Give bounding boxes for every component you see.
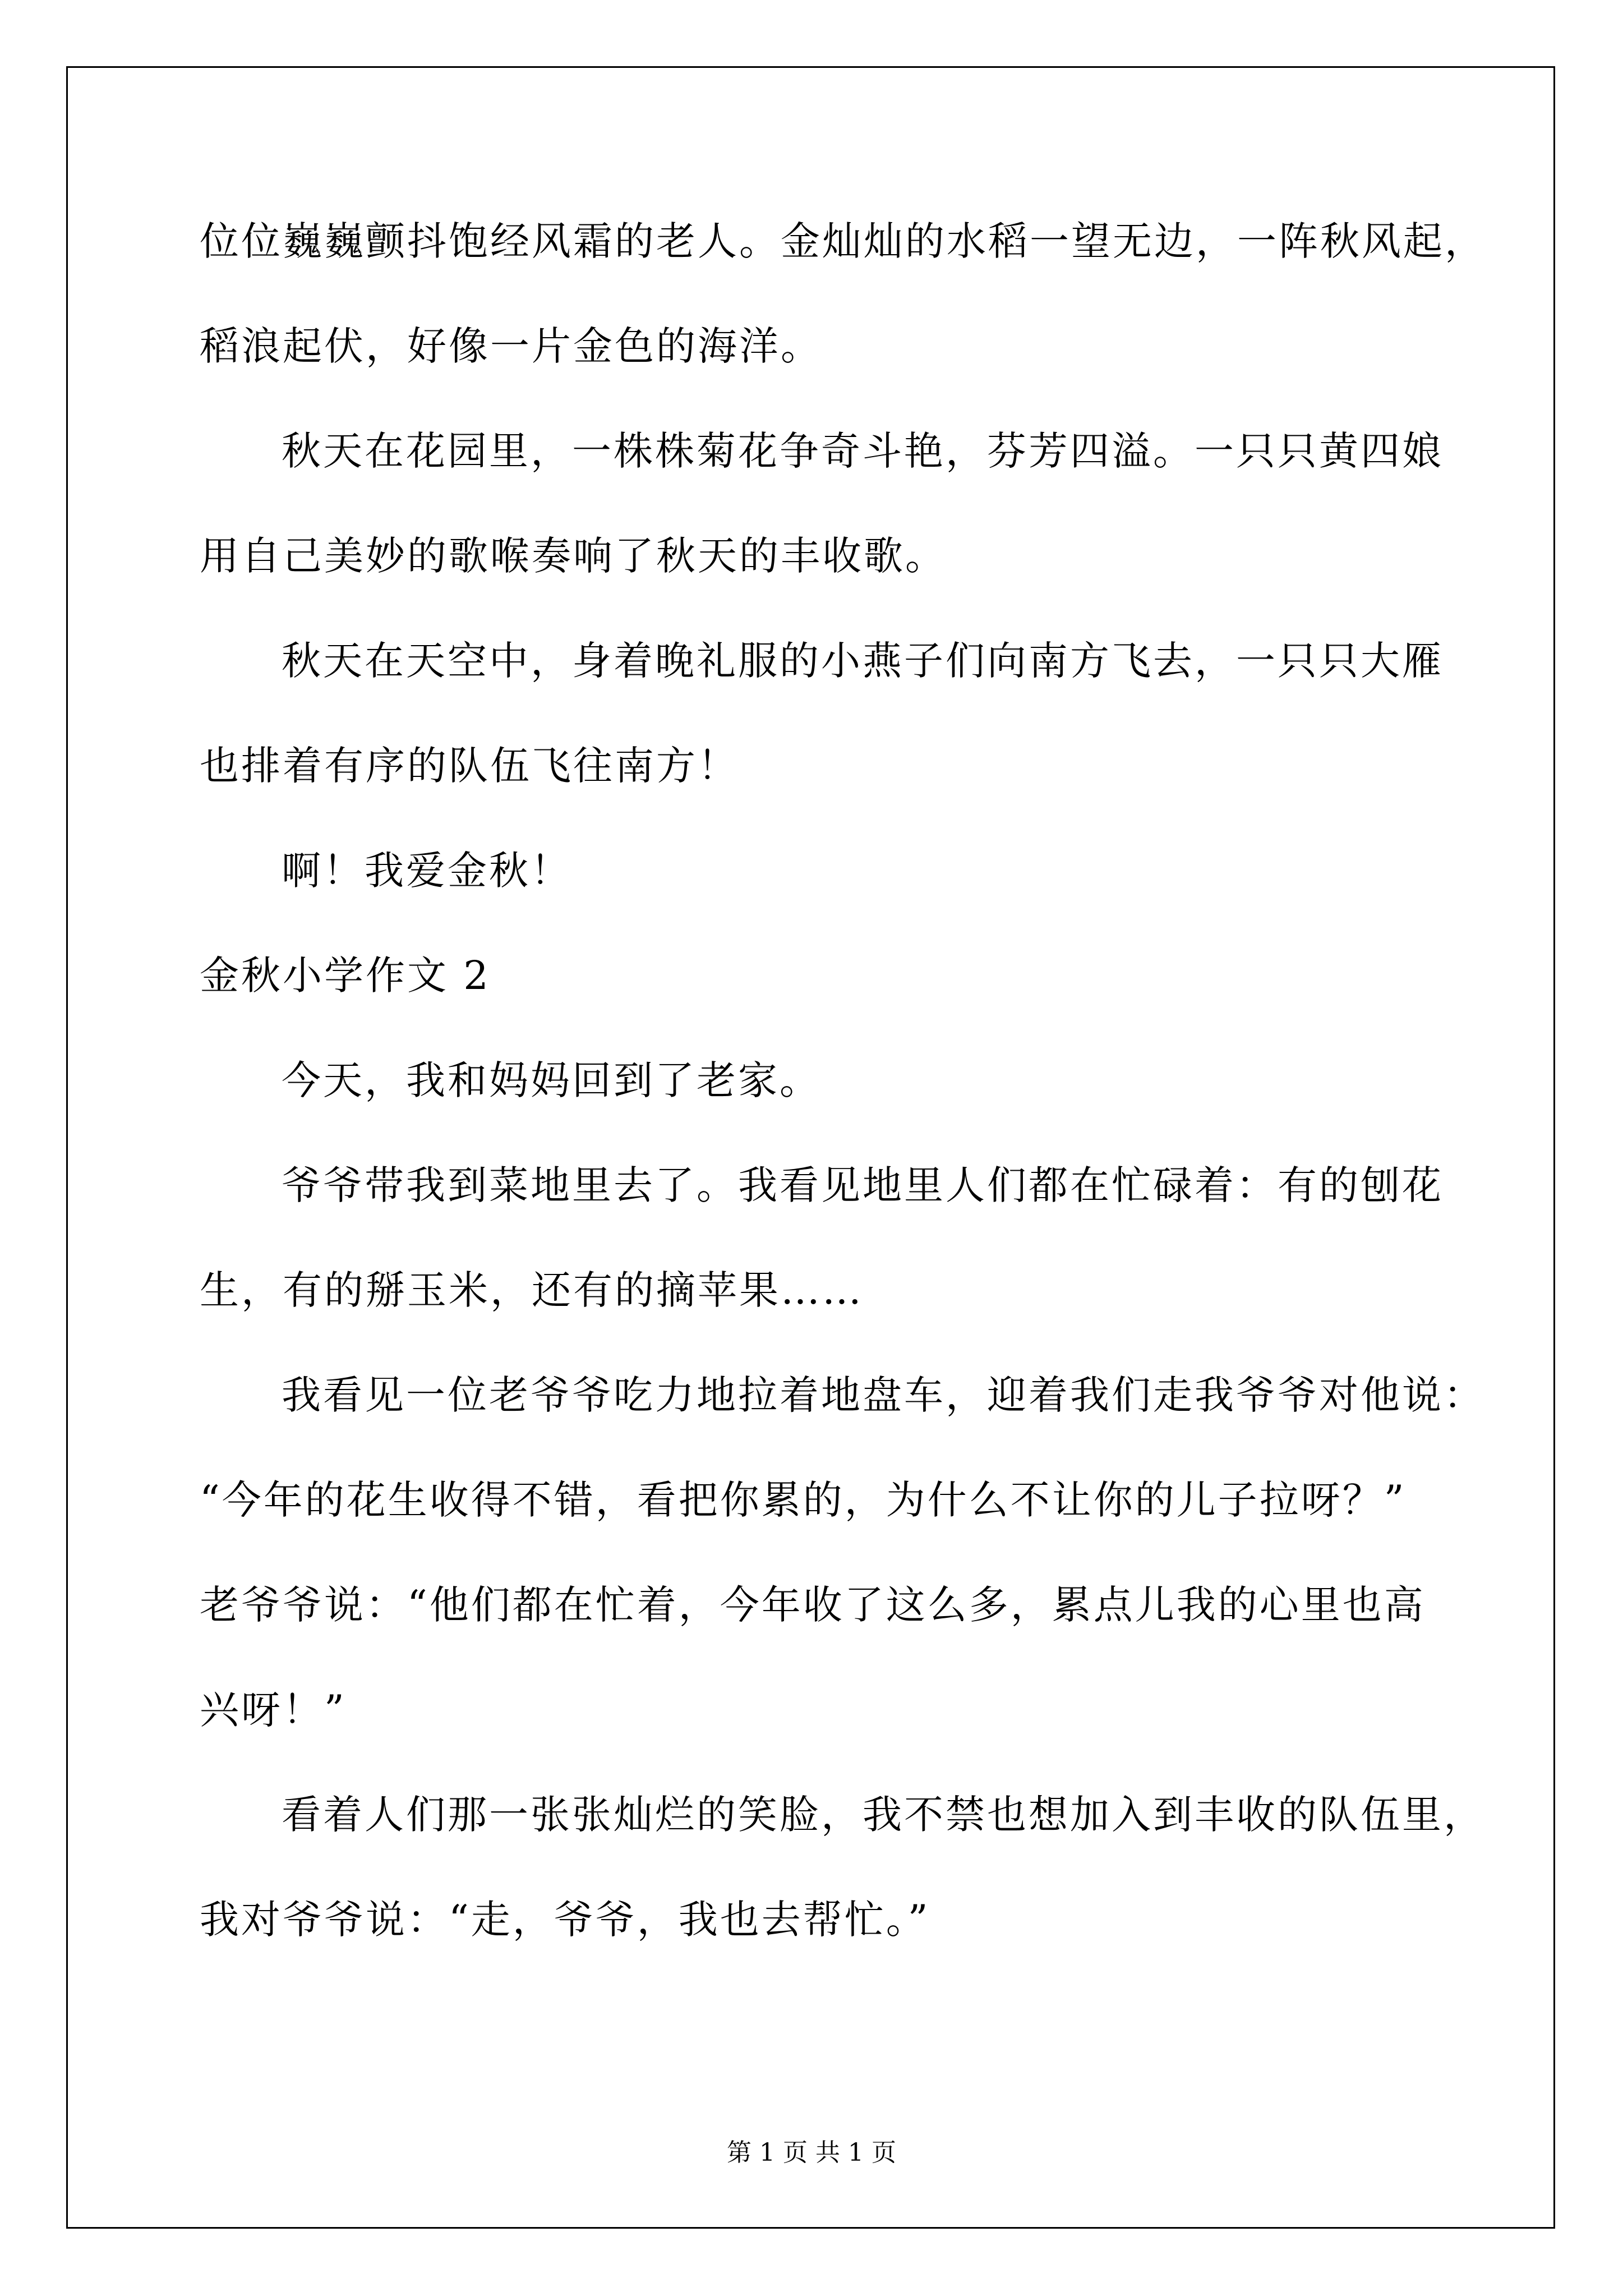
text-line-13: “今年的花生收得不错，看把你累的，为什么不让你的儿子拉呀？”	[200, 1477, 1407, 1523]
text-line-2: 稻浪起伏，好像一片金色的海洋。	[200, 323, 822, 369]
text-line-9: 今天，我和妈妈回到了老家。	[282, 1057, 821, 1103]
section-heading: 金秋小学作文 2	[200, 953, 491, 999]
text-line-17: 我对爷爷说：“走，爷爷，我也去帮忙。”	[200, 1897, 930, 1943]
text-line-15: 兴呀！”	[200, 1687, 347, 1733]
text-line-1: 位位巍巍颤抖饱经风霜的老人。金灿灿的水稻一望无边，一阵秋风起，	[200, 218, 1486, 264]
text-line-7: 啊！我爱金秋！	[282, 848, 572, 894]
text-line-4: 用自己美妙的歌喉奏响了秋天的丰收歌。	[200, 533, 947, 579]
text-line-11: 生，有的掰玉米，还有的摘苹果……	[200, 1267, 864, 1313]
text-line-14: 老爷爷说：“他们都在忙着，今年收了这么多，累点儿我的心里也高	[200, 1582, 1426, 1628]
text-line-6: 也排着有序的队伍飞往南方！	[200, 743, 739, 789]
text-line-10: 爷爷带我到菜地里去了。我看见地里人们都在忙碌着：有的刨花	[282, 1162, 1444, 1208]
text-line-12: 我看见一位老爷爷吃力地拉着地盘车，迎着我们走我爷爷对他说：	[282, 1372, 1485, 1418]
text-line-3: 秋天在花园里，一株株菊花争奇斗艳，芬芳四溢。一只只黄四娘	[282, 428, 1444, 474]
page-footer: 第 1 页 共 1 页	[727, 2138, 896, 2167]
text-line-5: 秋天在天空中，身着晚礼服的小燕子们向南方飞去，一只只大雁	[282, 638, 1444, 684]
text-line-16: 看着人们那一张张灿烂的笑脸，我不禁也想加入到丰收的队伍里，	[282, 1792, 1485, 1838]
